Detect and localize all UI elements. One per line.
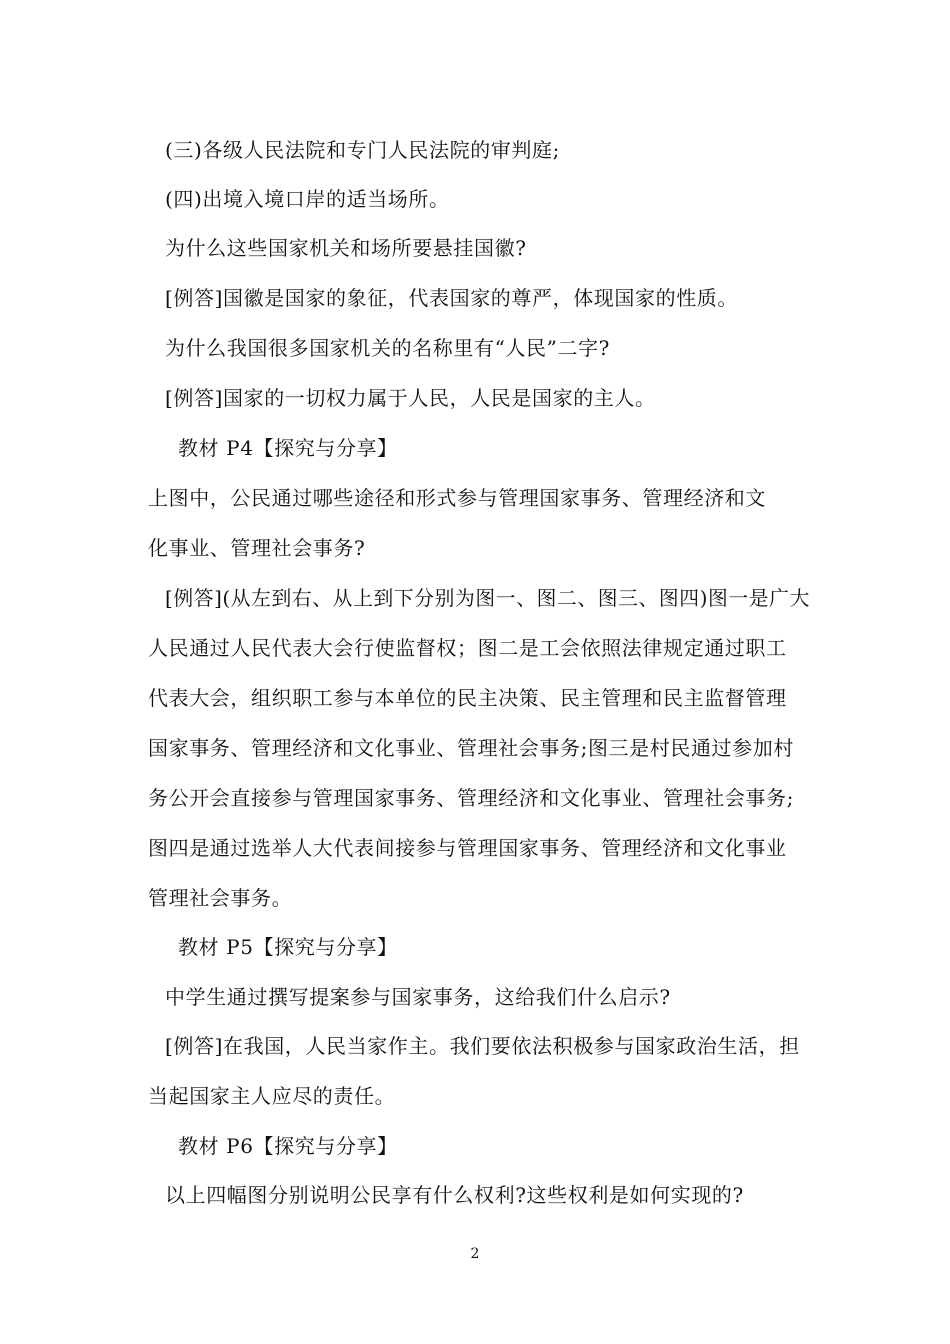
text-line-15: 图四是通过选举人大代表间接参与管理国家事务、管理经济和文化事业 bbox=[148, 836, 787, 860]
text-line-16: 管理社会事务。 bbox=[148, 886, 293, 910]
text-line-13: 国家事务、管理经济和文化事业、管理社会事务;图三是村民通过参加村 bbox=[148, 736, 794, 760]
text-line-9: 化事业、管理社会事务? bbox=[148, 536, 366, 560]
text-line-4: [例答]国徽是国家的象征，代表国家的尊严，体现国家的性质。 bbox=[165, 286, 739, 310]
text-line-2: (四)出境入境口岸的适当场所。 bbox=[165, 187, 450, 211]
page-number: 2 bbox=[470, 1246, 480, 1262]
section-heading-p4: 教材 P4【探究与分享】 bbox=[178, 436, 398, 460]
text-line-10: [例答](从左到右、从上到下分别为图一、图二、图三、图四)图一是广大 bbox=[165, 586, 810, 610]
text-line-3: 为什么这些国家机关和场所要悬挂国徽? bbox=[165, 236, 527, 260]
text-line-14: 务公开会直接参与管理国家事务、管理经济和文化事业、管理社会事务; bbox=[148, 786, 794, 810]
section-heading-p5: 教材 P5【探究与分享】 bbox=[178, 935, 398, 959]
text-line-19: [例答]在我国，人民当家作主。我们要依法积极参与国家政治生活，担 bbox=[165, 1034, 800, 1058]
text-line-5: 为什么我国很多国家机关的名称里有“人民”二字? bbox=[165, 336, 610, 360]
text-line-11: 人民通过人民代表大会行使监督权；图二是工会依照法律规定通过职工 bbox=[148, 636, 787, 660]
text-line-6: [例答]国家的一切权力属于人民，人民是国家的主人。 bbox=[165, 386, 656, 410]
text-line-1: (三)各级人民法院和专门人民法院的审判庭; bbox=[165, 138, 560, 162]
text-line-12: 代表大会，组织职工参与本单位的民主决策、民主管理和民主监督管理 bbox=[148, 686, 787, 710]
text-line-18: 中学生通过撰写提案参与国家事务，这给我们什么启示? bbox=[165, 985, 671, 1009]
text-line-8: 上图中，公民通过哪些途径和形式参与管理国家事务、管理经济和文 bbox=[148, 486, 766, 510]
section-heading-p6: 教材 P6【探究与分享】 bbox=[178, 1134, 398, 1158]
text-line-20: 当起国家主人应尽的责任。 bbox=[148, 1084, 396, 1108]
text-line-22: 以上四幅图分别说明公民享有什么权利?这些权利是如何实现的? bbox=[165, 1183, 744, 1207]
